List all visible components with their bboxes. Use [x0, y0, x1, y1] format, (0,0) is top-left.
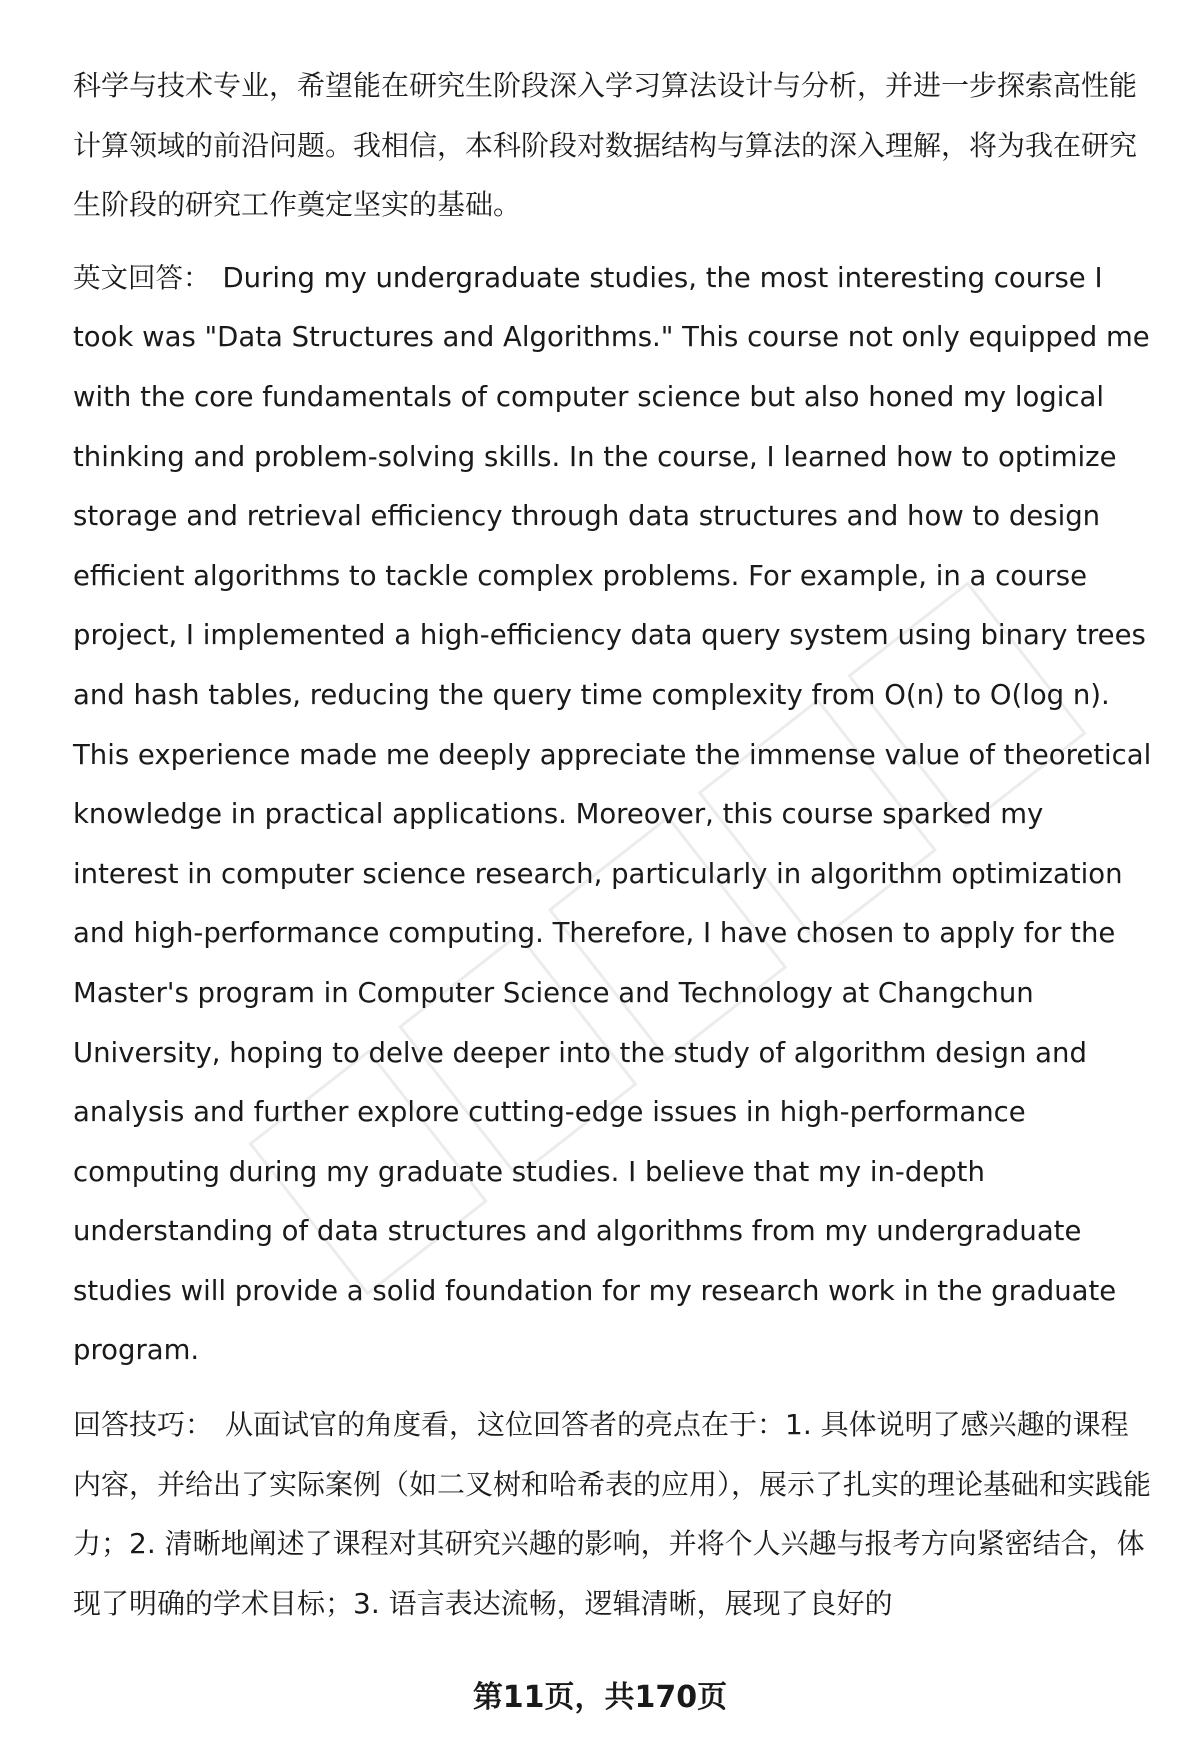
paragraph-continued-cn: 科学与技术专业，希望能在研究生阶段深入学习算法设计与分析，并进一步探索高性能计算领域的前沿问题。我相信，本科阶段对数据结构与算法的深入理解，将为我在研究生阶段的研究工作奠定坚实的基础。: [73, 69, 1138, 222]
english-answer-text: During my undergraduate studies, the most interesting course I took was "Data Structures and Algorithms." This course not only equipped me with the core fundamentals of computer science but also honed my logical thinking and problem-solving skills. In the course, I learned how to optimize storage and retrieval efficiency through data structures and how to design efficient algorithms to tackle complex problems. For example, in a course project, I implemented a high-efficiency data query system using binary trees and hash tables, reducing the query time complexity from O(n) to O(log n). This experience made me deeply appreciate the immense value of theoretical knowledge in practical applications. Moreover, this course sparked my interest in computer science research, particularly in algorithm optimization and high-performance computing. Therefore, I have chosen to apply for the Master's program in Computer Science and Technology at Changchun University, hoping to delve deeper into the study of algorithm design and analysis and further explore cutting-edge issues in high-performance computing during my graduate studies. I believe that my in-depth understanding of data structures and algorithms from my undergraduate studies will provide a solid foundation for my research work in the graduate program.: [73, 261, 1152, 1367]
answer-tips-text: 从面试官的角度看，这位回答者的亮点在于：1. 具体说明了感兴趣的课程内容，并给出了实际案例（如二叉树和哈希表的应用），展示了扎实的理论基础和实践能力；2. 清晰地阐述了课程对其研究兴趣的影响，并将个人兴趣与报考方向紧密结合，体现了明确的学术目标；3. 语言表达流畅，逻辑清晰，展现了良好的: [73, 1408, 1152, 1620]
english-answer-paragraph: [73, 249, 1153, 1381]
english-answer-label: 英文回答：: [73, 261, 211, 294]
page-number: 第11页，共170页: [472, 1680, 728, 1715]
answer-tips-label: 回答技巧：: [73, 1408, 214, 1442]
document-body: [73, 56, 1153, 1633]
answer-tips-paragraph: [73, 1395, 1153, 1633]
